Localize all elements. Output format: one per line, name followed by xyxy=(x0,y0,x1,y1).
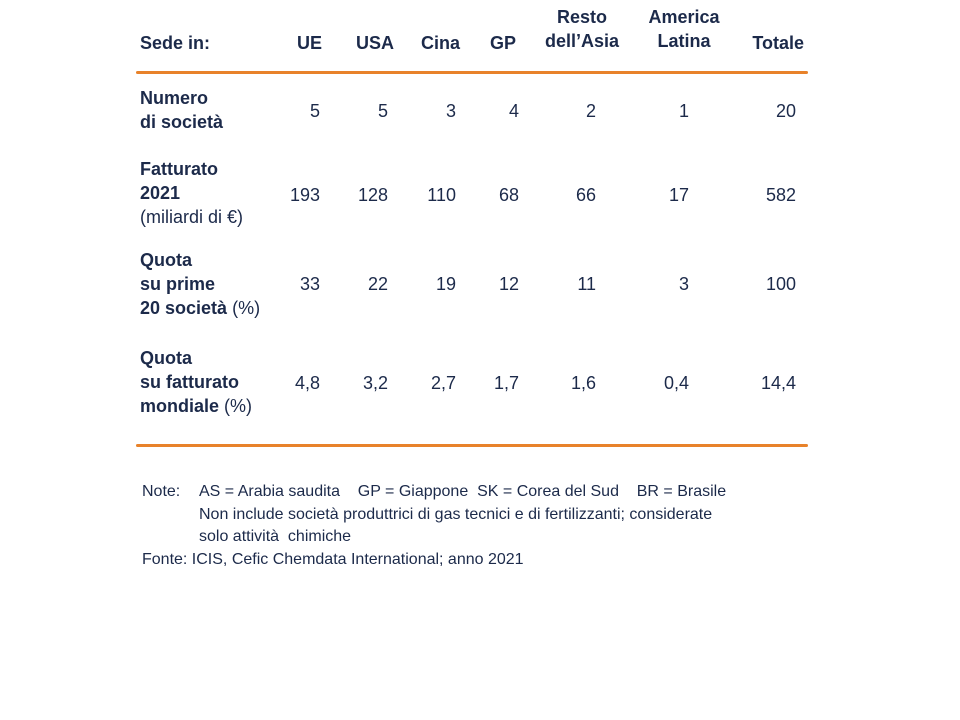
table-cell-gp: 68 xyxy=(498,185,519,205)
table-cell-usa: 128 xyxy=(357,185,388,205)
header-label: Sede in: xyxy=(140,33,211,53)
table-cell-america-latina: 3 xyxy=(678,274,689,294)
table-cell-cina: 110 xyxy=(427,185,456,205)
row-label-line: Fatturato xyxy=(140,159,218,179)
row-label-numero-societa xyxy=(140,86,223,134)
notes-line-2: Non include società produttrici di gas tecnici e di fertilizzanti; considerate xyxy=(199,506,713,523)
row-label-unit: (%) xyxy=(232,298,261,318)
row-label-line: mondiale xyxy=(140,396,220,416)
notes-prefix: Note: xyxy=(142,483,181,500)
col-header-america-latina-line2: Latina xyxy=(657,31,711,51)
table-cell-totale: 100 xyxy=(765,274,796,294)
row-label-line: Quota xyxy=(140,250,192,270)
bottom-rule xyxy=(136,444,808,447)
table-cell-resto-asia: 2 xyxy=(585,101,596,121)
notes-line-3-text: solo attività chimiche xyxy=(199,528,352,545)
row-label-line: 2021 xyxy=(140,183,181,203)
row-label-unit: (%) xyxy=(224,396,253,416)
top-rule xyxy=(136,71,808,74)
table-cell-america-latina: 17 xyxy=(668,185,689,205)
table-cell-ue: 33 xyxy=(299,274,320,294)
table-cell-gp: 4 xyxy=(508,101,519,121)
row-label-line: su fatturato xyxy=(140,372,239,392)
table-cell-resto-asia: 1,6 xyxy=(570,373,596,393)
col-header-america-latina-line1: America xyxy=(648,7,720,27)
table-cell-america-latina: 1 xyxy=(678,101,689,121)
col-header-usa: USA xyxy=(355,33,394,53)
row-label-line: di società xyxy=(140,112,224,132)
table-cell-resto-asia: 66 xyxy=(575,185,596,205)
col-header-cina: Cina xyxy=(420,33,460,53)
table-cell-usa: 3,2 xyxy=(362,373,388,393)
table-cell-cina: 19 xyxy=(435,274,456,294)
col-header-resto-asia-line2: dell’Asia xyxy=(544,31,620,51)
notes-line-3 xyxy=(199,526,351,547)
table-cell-cina: 2,7 xyxy=(430,373,456,393)
table-cell-totale: 582 xyxy=(765,185,796,205)
table-cell-totale: 14,4 xyxy=(760,373,796,393)
table-cell-ue: 5 xyxy=(309,101,320,121)
col-header-resto-asia-line1: Resto xyxy=(556,7,607,27)
row-label-quota-mondiale xyxy=(140,346,252,418)
col-header-gp: GP xyxy=(489,33,516,53)
table-cell-ue: 4,8 xyxy=(294,373,320,393)
table-cell-totale: 20 xyxy=(775,101,796,121)
table-cell-america-latina: 0,4 xyxy=(663,373,689,393)
table-cell-usa: 22 xyxy=(367,274,388,294)
table-cell-ue: 193 xyxy=(289,185,320,205)
table-cell-cina: 3 xyxy=(445,101,456,121)
col-header-ue: UE xyxy=(296,33,322,53)
table-cell-resto-asia: 11 xyxy=(577,274,596,294)
table-cell-gp: 12 xyxy=(498,274,519,294)
table-cell-usa: 5 xyxy=(377,101,388,121)
row-label-line: Quota xyxy=(140,348,192,368)
table-cell-gp: 1,7 xyxy=(493,373,519,393)
col-header-totale: Totale xyxy=(752,33,804,53)
notes-line-1 xyxy=(199,481,726,502)
row-label-fatturato xyxy=(140,157,243,229)
row-label-line: 20 società xyxy=(140,298,228,318)
source-line: Fonte: ICIS, Cefic Chemdata International; anno 2021 xyxy=(142,551,524,568)
row-label-line: su prime xyxy=(140,274,216,294)
notes-abbreviations: AS = Arabia saudita GP = Giappone SK = Corea del Sud BR = Brasile xyxy=(199,483,727,500)
row-label-line: Numero xyxy=(140,88,209,108)
row-label-unit: (miliardi di €) xyxy=(140,207,244,227)
